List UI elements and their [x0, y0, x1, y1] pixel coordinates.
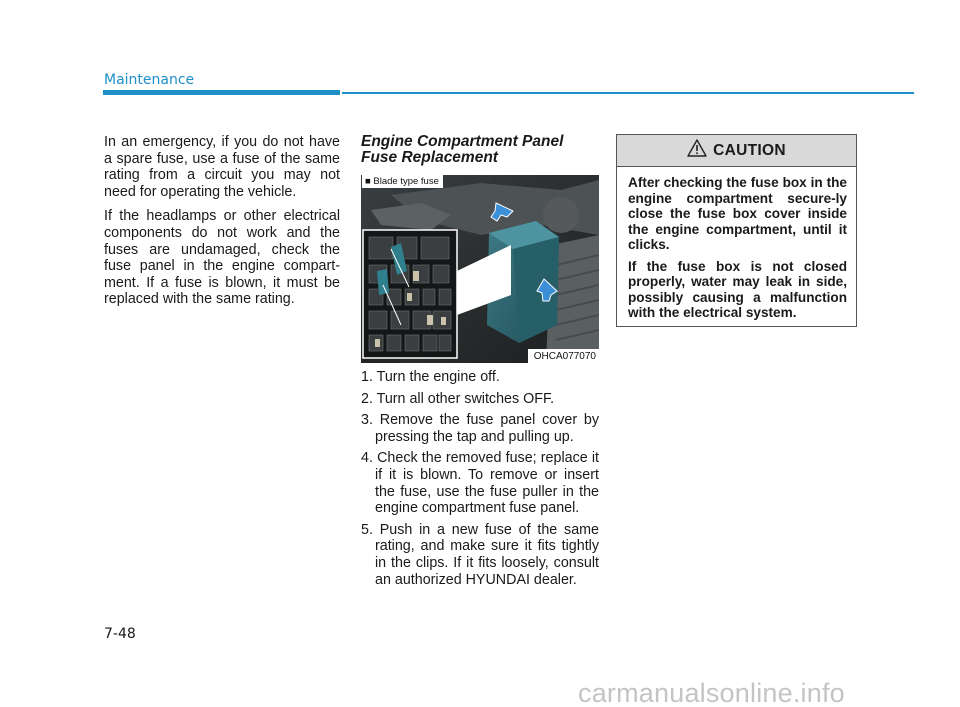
section-heading: Engine Compartment Panel Fuse Replacement: [361, 133, 564, 166]
list-item: 5. Push in a new fuse of the same rating, and make sure it fits tightly in the clips. If it fits loosely, consult an authorized HYUNDAI dealer.: [361, 521, 599, 588]
page-number: 7-48: [104, 626, 136, 642]
list-item: 2. Turn all other switches OFF.: [361, 390, 555, 407]
caution-paragraph-2: If the fuse box is not closed properly, water may leak in side, possibly causing a malfunction with the electrical system.: [628, 258, 847, 320]
fuse-box-figure: [361, 175, 599, 363]
caution-header: [617, 135, 856, 167]
intro-text: [104, 134, 340, 316]
section-title: Maintenance: [104, 72, 195, 88]
figure-legend: ■ Blade type fuse: [362, 175, 443, 188]
header-rule-thin: [342, 92, 914, 94]
intro-paragraph-1: In an emergency, if you do not have a spare fuse, use a fuse of the same rating from a circuit you may not need for operating the vehicle.: [104, 134, 340, 200]
warning-triangle-icon: [687, 139, 707, 162]
caution-title: CAUTION: [713, 141, 786, 159]
intro-paragraph-2: If the headlamps or other electrical components do not work and the fuses are undamaged, check the fuse panel in the engine compart-ment. If a fuse is blown, it must be replaced with the same rating.: [104, 208, 340, 308]
caution-body: [617, 167, 856, 321]
list-item: 3. Remove the fuse panel cover by pressing the tap and pulling up.: [361, 412, 599, 445]
caution-box: [616, 134, 857, 327]
engine-compartment-illustration: [361, 175, 599, 363]
watermark: carmanualsonline.info: [578, 678, 845, 707]
list-item: 1. Turn the engine off.: [361, 369, 500, 385]
steps-list: [361, 369, 599, 593]
figure-code: OHCA077070: [528, 349, 599, 363]
header-rule-thick: [103, 90, 340, 95]
list-item: 4. Check the removed fuse; replace it if it is blown. To remove or insert the fuse, use the fuse puller in the engine compartment fuse panel.: [361, 450, 599, 517]
caution-paragraph-1: After checking the fuse box in the engine compartment secure-ly close the fuse box cover inside the engine compartment, until it clicks.: [628, 175, 847, 252]
